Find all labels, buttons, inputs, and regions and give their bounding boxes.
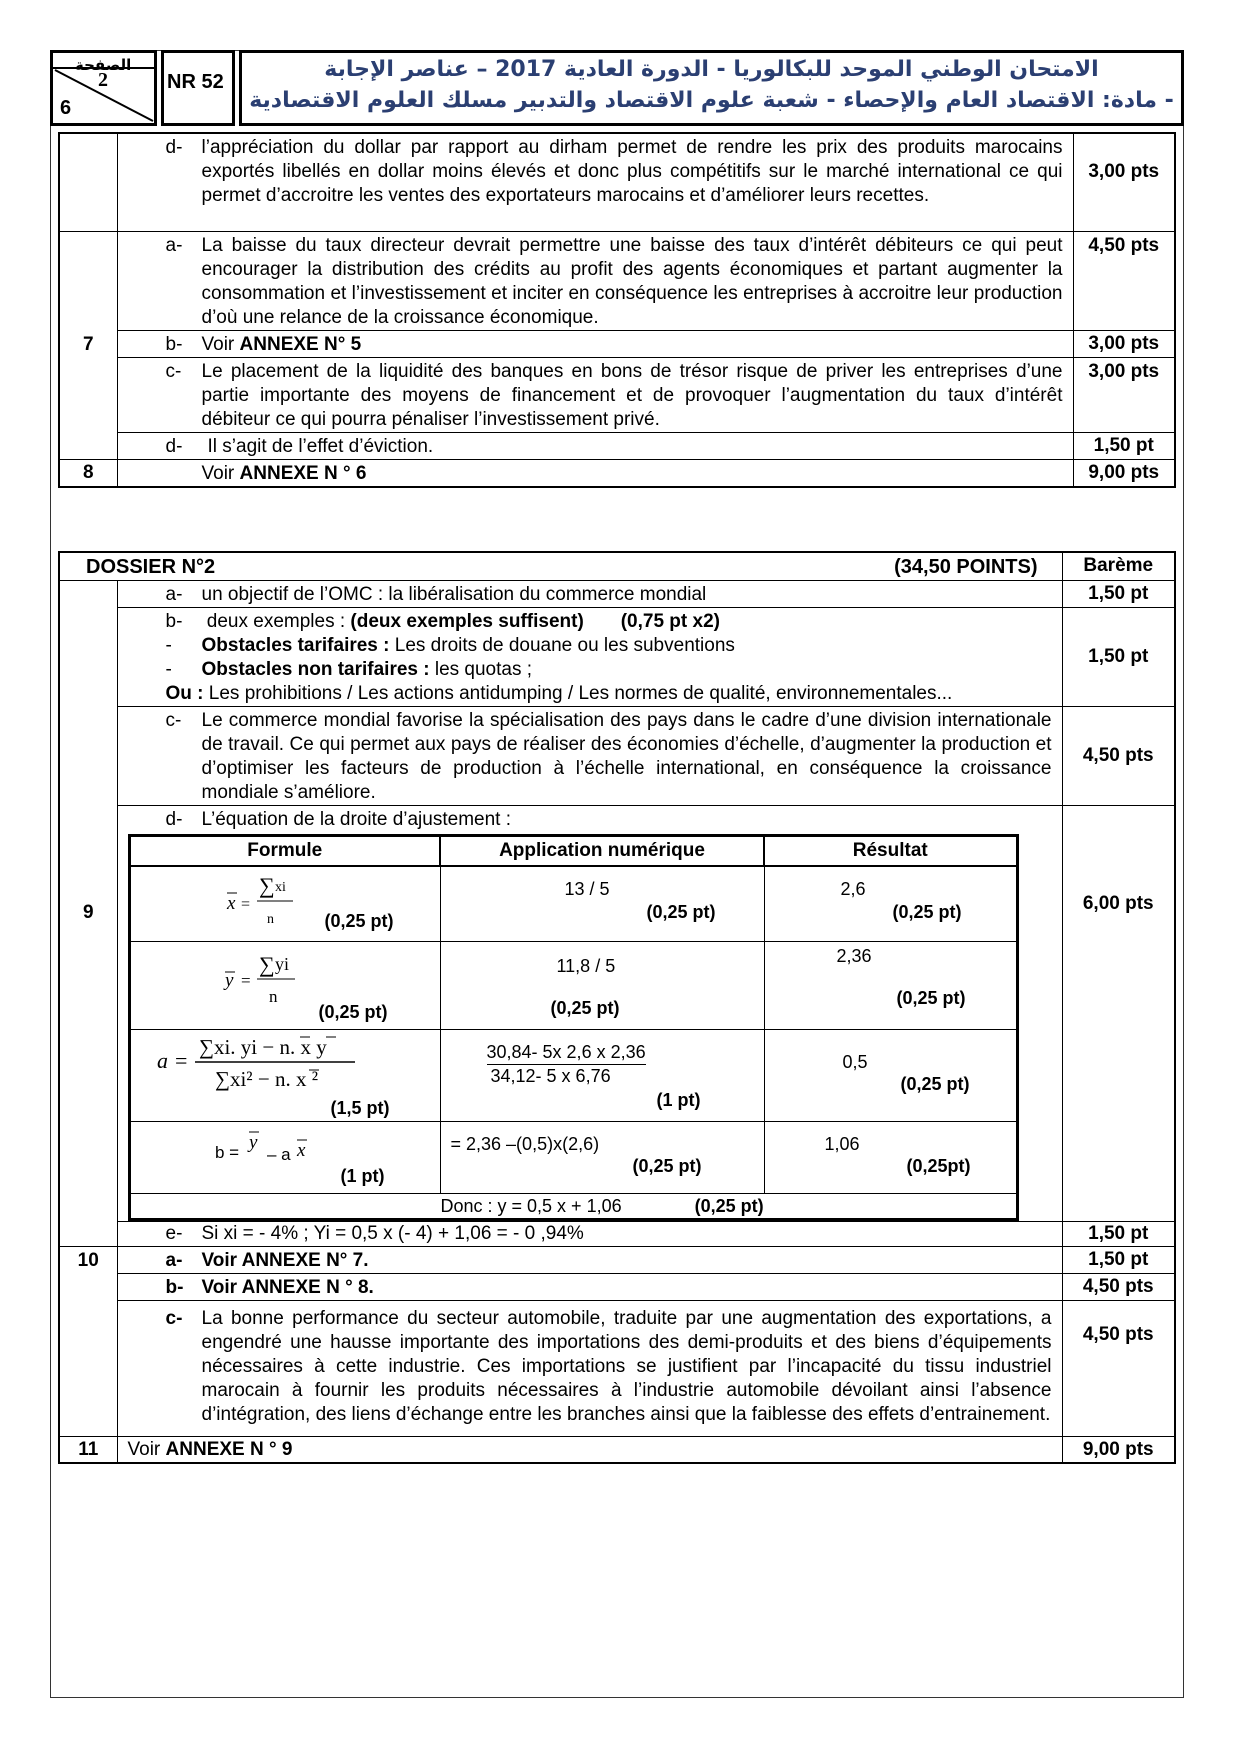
regression-equation: Donc : y = 0,5 x + 1,06 bbox=[440, 1196, 622, 1216]
answer-9e: Si xi = - 4% ; Yi = 0,5 x (- 4) + 1,06 = - 0 ,94% bbox=[201, 1223, 584, 1244]
dossier-title: DOSSIER N°2 bbox=[86, 556, 216, 578]
table-row: 9 a- un objectif de l’OMC : la libéralisation du commerce mondial 1,50 pt bbox=[59, 580, 1175, 607]
result-value: 2,36 bbox=[836, 946, 872, 966]
equation-points: (0,25 pt) bbox=[694, 1196, 764, 1216]
formula-points: (0,25 pt) bbox=[324, 910, 394, 931]
table-row: e- Si xi = - 4% ; Yi = 0,5 x (- 4) + 1,06 = - 0 ,94% 1,50 pt bbox=[59, 1222, 1175, 1247]
formula-points: (1,5 pt) bbox=[330, 1098, 390, 1118]
score-11: 9,00 pts bbox=[1062, 1437, 1175, 1464]
answer-7d: Il s’agit de l’effet d’éviction. bbox=[207, 435, 434, 457]
answer-6d: l’appréciation du dollar par rapport au dirham permet de rendre les prix des produits marocains exportés libellés en dollar moins élevés et donc plus compétitifs sur le marché international ce qui permet d’accroitre les ventes des exportateurs marocains et d’améliorer leurs recettes. bbox=[201, 137, 1063, 206]
formula-x-bar bbox=[221, 871, 321, 931]
column-header-formule: Formule bbox=[129, 835, 440, 866]
table-row bbox=[129, 1030, 1017, 1122]
table-row: 11 Voir ANNEXE N ° 9 9,00 pts bbox=[59, 1437, 1175, 1464]
svg-text:∑xi. yi − n. x y: ∑xi. yi − n. x y bbox=[198, 1035, 327, 1059]
formula-slope-a bbox=[155, 1032, 375, 1094]
score-9a: 1,50 pt bbox=[1062, 580, 1175, 607]
table-row: c- Le commerce mondial favorise la spécialisation des pays dans le cadre d’une division internationale de travail. Ce qui permet aux pays de réaliser des économies d’échelle, d’augmenter la production et d’optimiser les facteurs de production à l’échelle international, en conséquence la croissance mondiale s’améliore. 4,50 pts bbox=[59, 706, 1175, 805]
page-label: الصفحة bbox=[75, 57, 132, 74]
table-row: 10 a- Voir ANNEXE N° 7. 1,50 pt bbox=[59, 1247, 1175, 1274]
formula-intercept-b bbox=[213, 1128, 333, 1172]
table-row: b- deux exemples : (deux exemples suffisent) (0,75 pt x2) - Obstacles tarifaires : Les droits de douane ou les subventions - Obstacles non tarifaires : les quotas ; Ou : Les prohibitions / Les actions antidumping / Les normes de qualité, environnementales... 1,50 pt bbox=[59, 607, 1175, 706]
answers-grid-dossier2 bbox=[58, 551, 1176, 1464]
question-number-10: 10 bbox=[59, 1247, 117, 1437]
answers-table-dossier2 bbox=[58, 551, 1174, 1464]
svg-text:b =: b = bbox=[214, 1143, 239, 1162]
annex-link-9[interactable]: ANNEXE N ° 9 bbox=[165, 1439, 293, 1460]
column-header-application: Application numérique bbox=[440, 835, 764, 866]
table-row: 7 a- La baisse du taux directeur devrait permettre une baisse des taux d’intérêt débiteurs ce qui peut encourager la distribution des crédits au profit des agents économiques et partant augmenter la consommation et l’investissement et inciter en conséquence les entreprises à accroitre leur production d’où une relance de la croissance économique. 4,50 pts bbox=[59, 231, 1175, 330]
score-9e: 1,50 pt bbox=[1062, 1222, 1175, 1247]
table-row: b- Voir ANNEXE N ° 8. 4,50 pts bbox=[59, 1274, 1175, 1301]
score-9c: 4,50 pts bbox=[1062, 706, 1175, 805]
table-row bbox=[129, 942, 1017, 1030]
annex-link-5[interactable]: ANNEXE N° 5 bbox=[239, 333, 362, 355]
exam-title-line2: - مادة: الاقتصاد العام والإحصاء - شعبة علوم الاقتصاد والتدبير مسلك العلوم الاقتصادية bbox=[249, 88, 1174, 113]
table-row: 8 Voir ANNEXE N ° 6 9,00 pts bbox=[59, 459, 1175, 487]
result-value: 1,06 bbox=[824, 1134, 860, 1154]
answer-10c: La bonne performance du secteur automobile, traduite par une augmentation des exportations, a engendré une hausse importante des importations des demi-produits et des biens d’équipements nécessaires à cette industrie. Ces importations se justifient par l’incapacité du tissu industriel marocain à fournir les produits nécessaires à l’industrie automobile dévoilant ainsi l’absence d’intégration, des liens d’échange entre les branches ainsi que la faiblesse des effets d’entrainement. bbox=[201, 1308, 1052, 1425]
dossier-points: (34,50 POINTS) bbox=[894, 556, 1038, 578]
score-8: 9,00 pts bbox=[1073, 459, 1175, 487]
answers-table-part1 bbox=[58, 132, 1174, 488]
svg-text:x: x bbox=[296, 1140, 305, 1161]
application-points: (0,25 pt) bbox=[632, 1156, 702, 1176]
svg-text:=: = bbox=[240, 971, 251, 990]
svg-text:xi: xi bbox=[274, 879, 286, 895]
score-7b: 3,00 pts bbox=[1073, 330, 1175, 357]
answer-9c: Le commerce mondial favorise la spécialisation des pays dans le cadre d’une division internationale de travail. Ce qui permet aux pays de réaliser des économies d’échelle, d’augmenter la production et d’optimiser les facteurs de production à l’échelle international, en conséquence la croissance mondiale s’améliore. bbox=[201, 709, 1052, 803]
formula-points: (0,25 pt) bbox=[318, 1002, 388, 1022]
table-row bbox=[129, 1122, 1017, 1194]
svg-text:∑: ∑ bbox=[258, 872, 275, 898]
score-6d: 3,00 pts bbox=[1073, 133, 1175, 231]
question-number-8: 8 bbox=[59, 459, 117, 487]
score-10a: 1,50 pt bbox=[1062, 1247, 1175, 1274]
exam-title-box bbox=[239, 50, 1184, 126]
total-pages: 6 bbox=[60, 97, 72, 119]
exam-title-line1: الامتحان الوطني الموحد للبكالوريا - الدورة العادية 2017 – عناصر الإجابة bbox=[324, 57, 1099, 82]
svg-text:a: a bbox=[156, 1048, 168, 1073]
answer-7a: La baisse du taux directeur devrait permettre une baisse des taux d’intérêt débiteurs ce qui peut encourager la distribution des crédits au profit des agents économiques et partant augmenter la consommation et l’investissement et inciter en conséquence les entreprises à accroitre leur production d’où une relance de la croissance économique. bbox=[201, 234, 1063, 328]
application-value: = 2,36 –(0,5)x(2,6) bbox=[450, 1134, 600, 1154]
table-row bbox=[129, 866, 1017, 942]
formula-y-bar bbox=[219, 948, 319, 1008]
table-row: c- La bonne performance du secteur automobile, traduite par une augmentation des exportations, a engendré une hausse importante des importations des demi-produits et des biens d’équipements nécessaires à cette industrie. Ces importations se justifient par l’incapacité du tissu industriel marocain à fournir les produits nécessaires à l’industrie automobile dévoilant ainsi l’absence d’intégration, des liens d’échange entre les branches ainsi que la faiblesse des effets d’entrainement. 4,50 pts bbox=[59, 1301, 1175, 1437]
svg-text:=: = bbox=[240, 895, 250, 913]
score-7c: 3,00 pts bbox=[1073, 357, 1175, 432]
answer-7c: Le placement de la liquidité des banques en bons de trésor risque de priver les entreprises d’une partie importante des moyens de financement et de provoquer l’augmentation du taux d’intérêt débiteur ce qui pourra pénaliser l’investissement privé. bbox=[201, 360, 1063, 430]
result-points: (0,25 pt) bbox=[896, 988, 966, 1008]
column-header-resultat: Résultat bbox=[764, 835, 1017, 866]
application-value: 11,8 / 5 bbox=[556, 956, 616, 976]
question-number-7: 7 bbox=[59, 231, 117, 459]
formula-points: (1 pt) bbox=[340, 1166, 385, 1186]
svg-text:∑: ∑ bbox=[258, 952, 275, 977]
page-number-box bbox=[50, 50, 157, 126]
application-points: (0,25 pt) bbox=[646, 901, 716, 922]
svg-text:=: = bbox=[174, 1048, 187, 1073]
score-7d: 1,50 pt bbox=[1073, 432, 1175, 459]
table-row: d- l’appréciation du dollar par rapport au dirham permet de rendre les prix des produits marocains exportés libellés en dollar moins élevés et donc plus compétitifs sur le marché international ce qui permet d’accroitre les ventes des exportateurs marocains et d’améliorer leurs recettes. 3,00 pts bbox=[59, 133, 1175, 231]
table-row: d- Il s’agit de l’effet d’éviction. 1,50 pt bbox=[59, 432, 1175, 459]
application-denominator: 34,12- 5 x 6,76 bbox=[490, 1066, 611, 1086]
application-value: 13 / 5 bbox=[564, 878, 610, 899]
question-number-11: 11 bbox=[59, 1437, 117, 1464]
svg-text:– a: – a bbox=[266, 1145, 291, 1164]
page-number: 2 bbox=[98, 69, 108, 91]
svg-text:n: n bbox=[268, 987, 277, 1006]
result-points: (0,25 pt) bbox=[900, 1074, 970, 1094]
result-points: (0,25 pt) bbox=[892, 901, 962, 922]
exam-code: NR 52 bbox=[161, 50, 235, 126]
score-10b: 4,50 pts bbox=[1062, 1274, 1175, 1301]
svg-text:x: x bbox=[226, 892, 235, 914]
score-7a: 4,50 pts bbox=[1073, 231, 1175, 330]
regression-table bbox=[128, 834, 1019, 1222]
annex-link-8[interactable]: Voir ANNEXE N ° 8. bbox=[201, 1277, 374, 1298]
application-points: (0,25 pt) bbox=[550, 998, 620, 1018]
annex-link-6[interactable]: ANNEXE N ° 6 bbox=[239, 462, 367, 484]
svg-text:n: n bbox=[266, 911, 274, 927]
svg-text:y: y bbox=[224, 970, 233, 991]
table-row: b- Voir ANNEXE N° 5 3,00 pts bbox=[59, 330, 1175, 357]
application-numerator: 30,84- 5x 2,6 x 2,36 bbox=[487, 1040, 646, 1065]
answers-grid-part1 bbox=[58, 132, 1176, 488]
svg-text:∑xi² − n. x ²: ∑xi² − n. x ² bbox=[214, 1067, 318, 1091]
table-row: c- Le placement de la liquidité des banques en bons de trésor risque de priver les entreprises d’une partie importante des moyens de financement et de provoquer l’augmentation du taux d’intérêt débiteur ce qui pourra pénaliser l’investissement privé. 3,00 pts bbox=[59, 357, 1175, 432]
svg-text:yi: yi bbox=[274, 954, 289, 974]
table-row bbox=[129, 1194, 1017, 1220]
result-value: 2,6 bbox=[840, 878, 866, 899]
table-row: d- L’équation de la droite d’ajustement : Formule Application numérique Résultat x = ∑ xi n (0,25 pt) 13 / 5 (0,25 pt) 2,6 (0,25 pt) y = ∑ yi n (0,25 pt) 11,8 / 5 (0,25 pt) 2,36 (0,25 pt) a = ∑xi. yi − n. x y ∑xi² − n. x ² (1,5 pt) 30,84- 5x 2,6 x 2,36 34,12- 5 x 6,76 (1 pt) 0,5 (0,25 pt) b = y – a x (1 pt) = 2,36 –(0,5)x(2,6) (0,25 pt) 1,06 (0,25pt) Donc : y = 0,5 x + 1,06 (0,25 pt) 6,00 pts bbox=[59, 805, 1175, 1222]
question-number-9: 9 bbox=[59, 580, 117, 1247]
annex-link-7[interactable]: Voir ANNEXE N° 7. bbox=[201, 1250, 369, 1271]
dossier-header-row bbox=[59, 552, 1175, 580]
application-points: (1 pt) bbox=[656, 1090, 701, 1110]
result-points: (0,25pt) bbox=[906, 1156, 971, 1176]
bareme-header: Barème bbox=[1062, 552, 1175, 580]
answer-9a: un objectif de l’OMC : la libéralisation du commerce mondial bbox=[201, 583, 707, 605]
result-value: 0,5 bbox=[842, 1052, 868, 1072]
score-10c: 4,50 pts bbox=[1062, 1301, 1175, 1437]
answer-9d: L’équation de la droite d’ajustement : bbox=[201, 808, 511, 830]
score-9b: 1,50 pt bbox=[1062, 607, 1175, 706]
svg-text:y: y bbox=[248, 1132, 257, 1153]
score-9d: 6,00 pts bbox=[1062, 805, 1175, 1222]
